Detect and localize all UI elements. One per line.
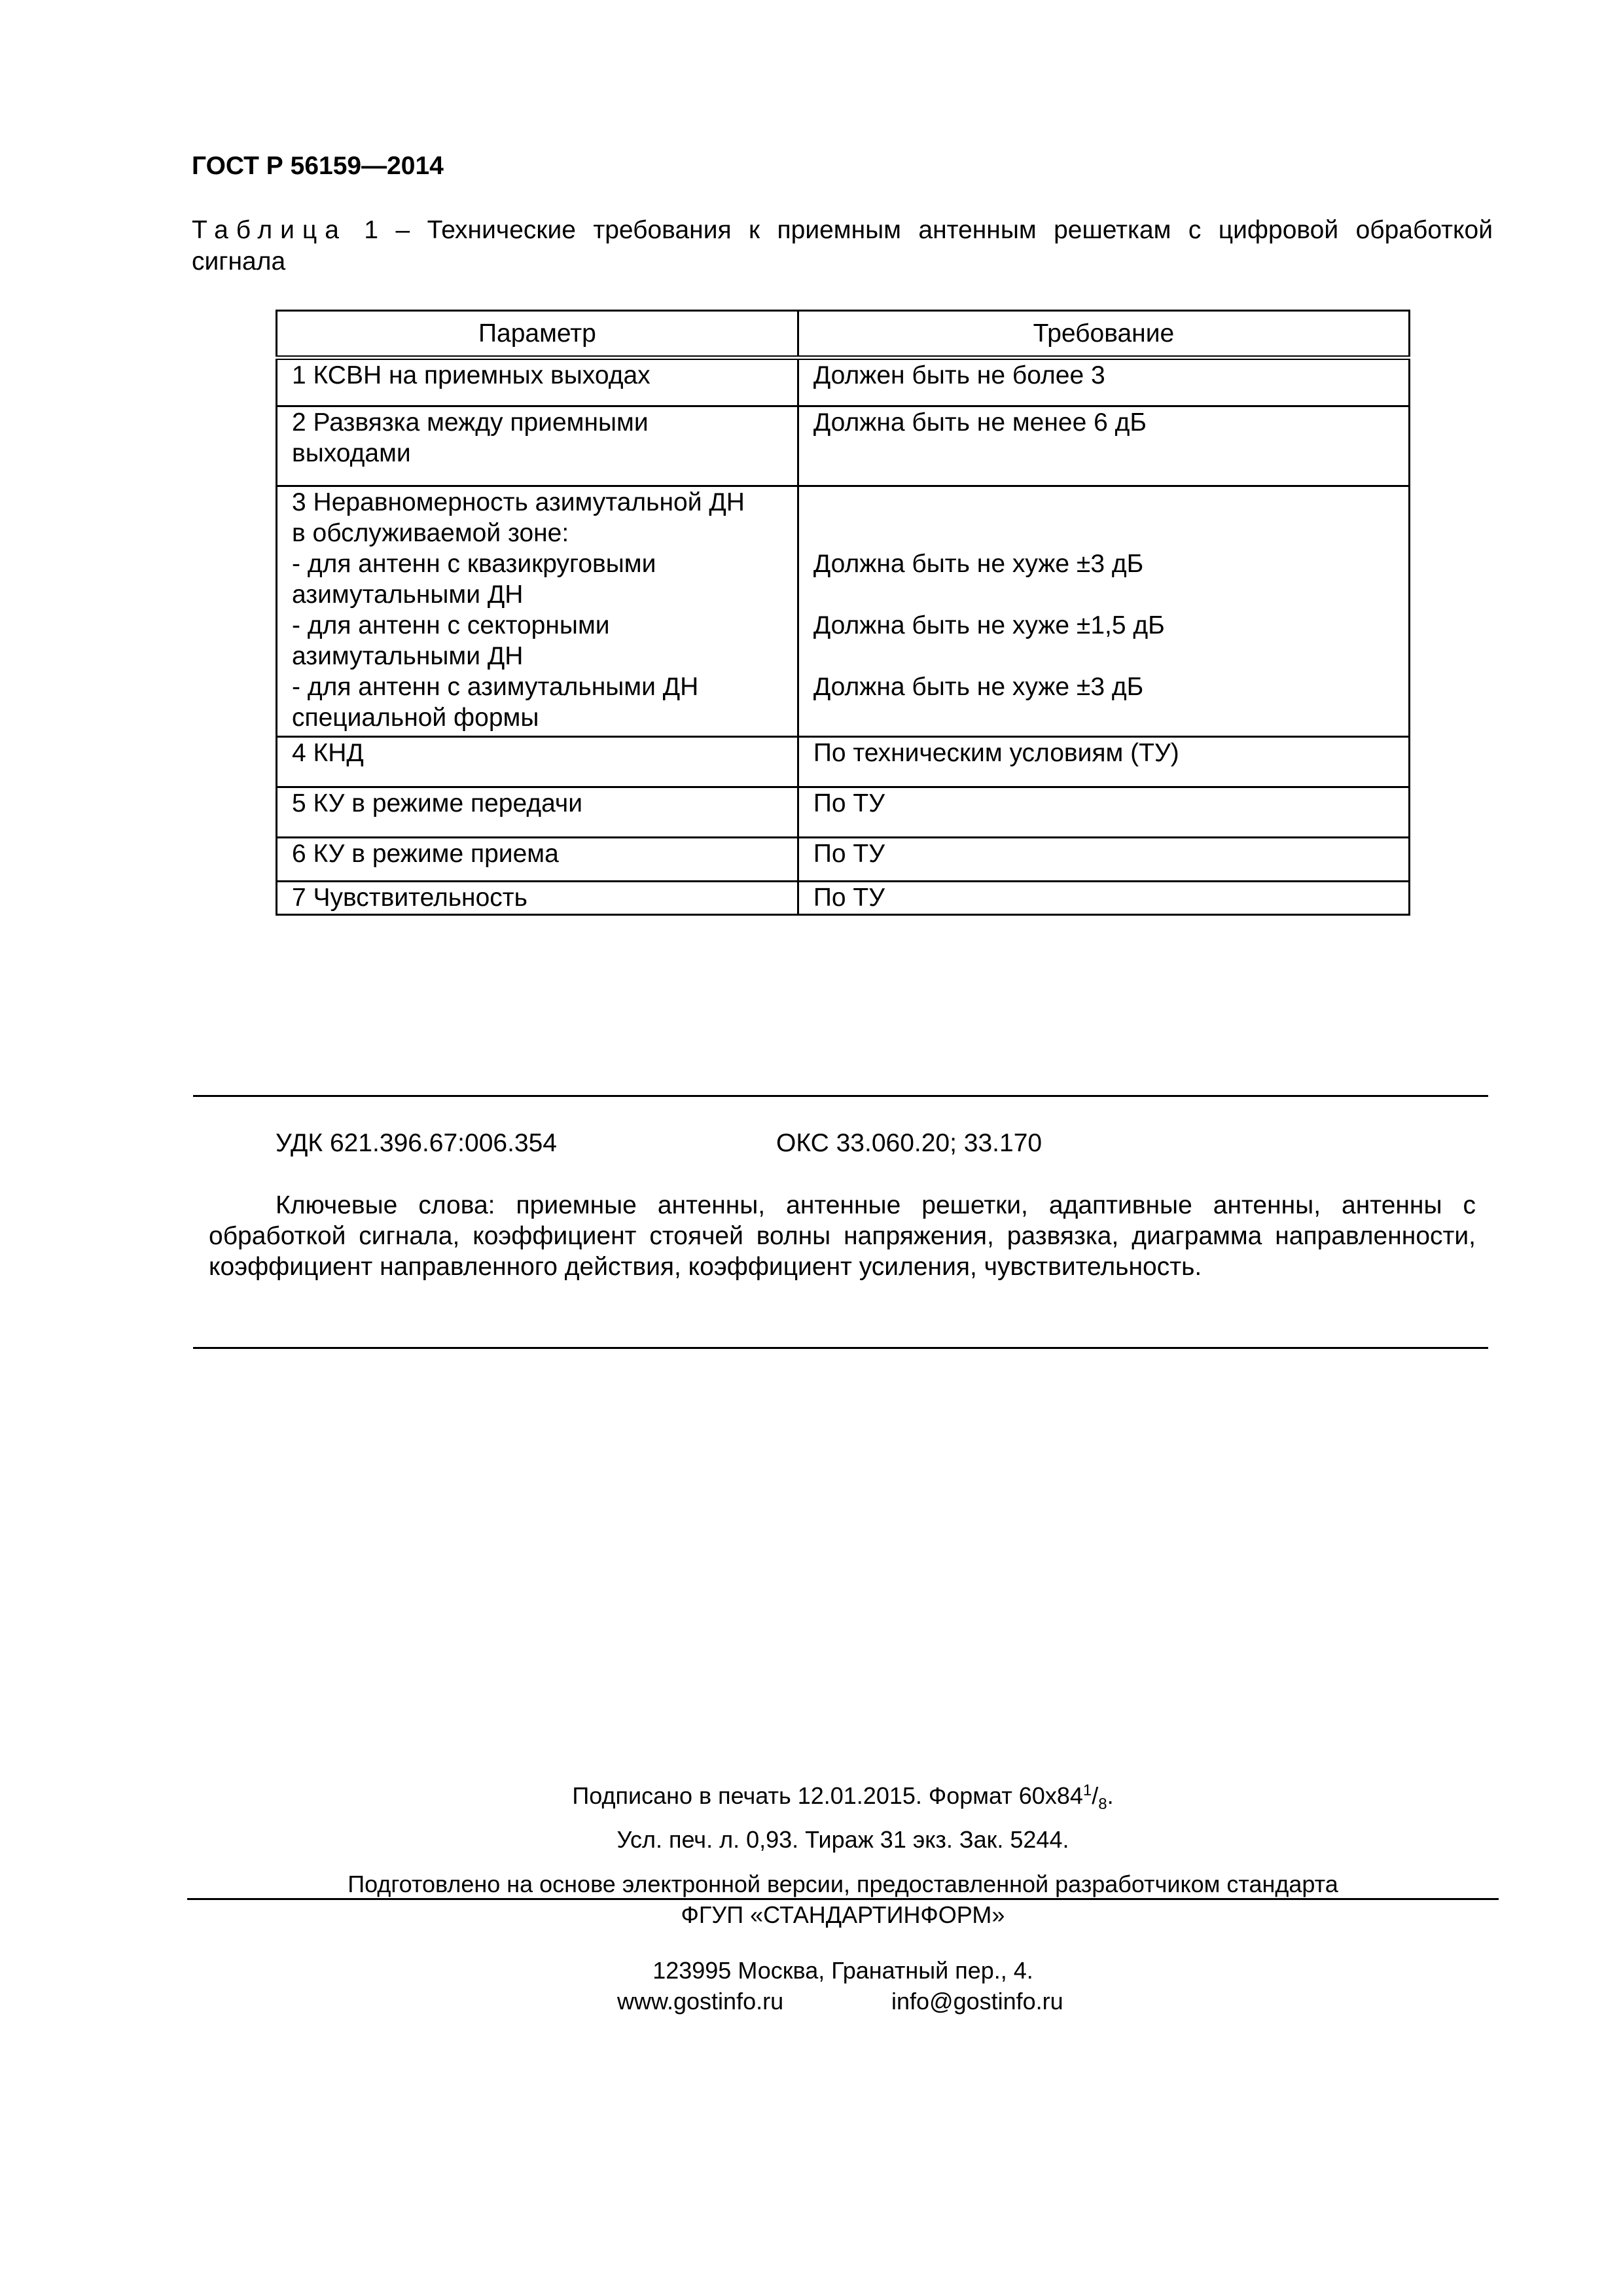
top-divider <box>193 1095 1488 1097</box>
requirement-cell <box>798 486 1409 737</box>
keywords-paragraph: Ключевые слова: приемные антенны, антенные решетки, адаптивные антенны, антенны с обработкой сигнала, коэффициент стоячей волны напряжения, развязка, диаграмма направленности, коэффициент направленного действия, коэффициент усиления, чувствительность. <box>209 1191 1476 1281</box>
oks-code: ОКС 33.060.20; 33.170 <box>776 1129 1043 1157</box>
parameter-cell <box>277 787 798 838</box>
parameter-cell <box>277 737 798 787</box>
column-header-parameter: Параметр <box>277 311 798 358</box>
parameter-line: 2 Развязка между приемными <box>292 408 649 437</box>
table-row <box>277 358 1410 406</box>
website-link[interactable]: www.gostinfo.ru <box>617 1988 784 2015</box>
requirement-line: Должен быть не более 3 <box>813 361 1105 389</box>
requirement-line <box>813 487 1394 518</box>
requirement-line: По ТУ <box>813 789 885 817</box>
parameter-cell <box>277 882 798 915</box>
requirements-table <box>276 310 1410 916</box>
requirement-cell <box>798 358 1409 406</box>
requirement-line <box>813 641 1394 672</box>
parameter-cell <box>277 406 798 486</box>
requirement-line: Должна быть не хуже ±3 дБ <box>813 550 1144 578</box>
requirement-cell <box>798 882 1409 915</box>
document-header: ГОСТ Р 56159—2014 <box>192 152 444 180</box>
parameter-line: - для антенн с азимутальными ДН <box>292 673 699 701</box>
requirement-line <box>813 518 1394 548</box>
requirement-line: По техническим условиям (ТУ) <box>813 739 1179 767</box>
table-row <box>277 838 1410 882</box>
parameter-line: выходами <box>292 439 411 467</box>
requirement-line: По ТУ <box>813 884 885 912</box>
parameter-line: 4 КНД <box>292 739 364 767</box>
caption-text: 1 – Технические требования к приемным антенным решеткам с цифровой обработкой <box>364 216 1493 244</box>
requirement-cell <box>798 406 1409 486</box>
requirement-line: Должна быть не хуже ±3 дБ <box>813 673 1144 701</box>
udk-code: УДК 621.396.67:006.354 <box>276 1129 557 1157</box>
table-row <box>277 882 1410 915</box>
table-row <box>277 737 1410 787</box>
caption-label: Таблица <box>192 216 347 244</box>
requirement-line: Должна быть не менее 6 дБ <box>813 408 1147 437</box>
caption-continuation: сигнала <box>192 247 286 276</box>
requirement-line: По ТУ <box>813 840 885 868</box>
table-row <box>277 787 1410 838</box>
email-link[interactable]: info@gostinfo.ru <box>891 1988 1063 2015</box>
column-header-requirement: Требование <box>798 311 1409 358</box>
requirement-cell <box>798 787 1409 838</box>
requirement-cell <box>798 838 1409 882</box>
table-header-row <box>277 311 1410 358</box>
imprint-divider <box>187 1898 1499 1900</box>
bottom-divider <box>193 1347 1488 1349</box>
parameter-cell <box>277 358 798 406</box>
imprint-org: ФГУП «СТАНДАРТИНФОРМ» <box>681 1901 1005 1928</box>
parameter-cell <box>277 486 798 737</box>
parameter-line: 7 Чувствительность <box>292 884 527 912</box>
table-caption <box>192 215 1493 278</box>
imprint-prepared: Подготовлено на основе электронной версии, предоставленной разработчиком стандарта <box>348 1871 1338 1897</box>
imprint-signed: Подписано в печать 12.01.2015. Формат $60х84^1/_8$. <box>572 1782 1114 1814</box>
parameter-line: в обслуживаемой зоне: <box>292 519 569 547</box>
parameter-line: азимутальными ДН <box>292 581 524 609</box>
table-row <box>277 486 1410 737</box>
requirement-line <box>813 579 1394 610</box>
table-row <box>277 406 1410 486</box>
requirement-line <box>813 702 1394 733</box>
imprint-print-info: Усл. печ. л. 0,93. Тираж 31 экз. Зак. 5244. <box>616 1826 1069 1853</box>
parameter-line: азимутальными ДН <box>292 642 524 670</box>
parameter-line: 6 КУ в режиме приема <box>292 840 559 868</box>
parameter-line: 1 КСВН на приемных выходах <box>292 361 651 389</box>
requirement-cell <box>798 737 1409 787</box>
parameter-line: специальной формы <box>292 704 539 732</box>
parameter-line: - для антенн с квазикруговыми <box>292 550 656 578</box>
parameter-line: - для антенн с секторными <box>292 611 610 639</box>
imprint-address: 123995 Москва, Гранатный пер., 4. <box>652 1957 1033 1984</box>
parameter-line: 5 КУ в режиме передачи <box>292 789 583 817</box>
parameter-cell <box>277 838 798 882</box>
requirement-line: Должна быть не хуже ±1,5 дБ <box>813 611 1165 639</box>
parameter-line: 3 Неравномерность азимутальной ДН <box>292 488 745 516</box>
